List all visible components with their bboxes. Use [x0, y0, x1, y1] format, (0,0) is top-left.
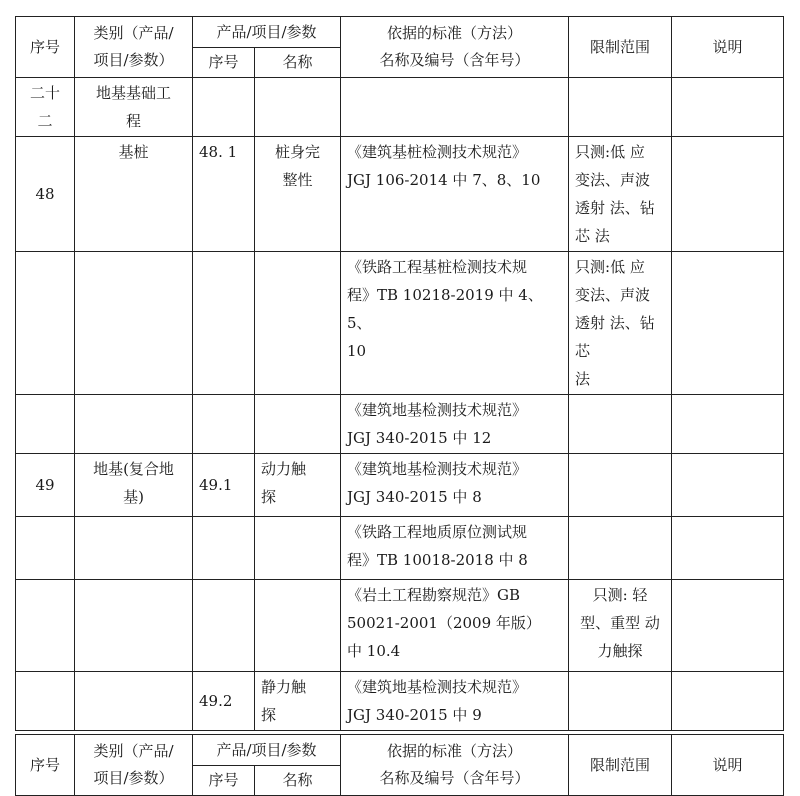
empty-cell: [255, 517, 341, 580]
empty-cell: [193, 252, 255, 395]
empty-cell: [193, 517, 255, 580]
table-row: [16, 252, 784, 395]
row-standard: 《建筑地基检测技术规范》 JGJ 340-2015 中 9: [341, 672, 569, 731]
row-seq: 49: [16, 454, 75, 517]
empty-cell: [569, 454, 672, 517]
header-note: 说明: [672, 17, 784, 78]
empty-cell: [255, 78, 341, 137]
row-seq: 48: [16, 137, 75, 252]
row-sub-seq: 49.1: [193, 454, 255, 517]
row-note: [672, 395, 784, 454]
table-row: [16, 395, 784, 454]
empty-cell: [75, 580, 193, 672]
row-sub-seq: 48. 1: [193, 137, 255, 252]
empty-cell: [75, 672, 193, 731]
empty-cell: [672, 78, 784, 137]
row-note: [672, 517, 784, 580]
header-limit: 限制范围: [569, 17, 672, 78]
table-row: [16, 580, 784, 672]
row-category: 基桩: [75, 137, 193, 252]
row-limit: 只测: 轻 型、重型 动 力触探: [569, 580, 672, 672]
header-category: 类别（产品/ 项目/参数）: [75, 735, 193, 796]
empty-cell: [16, 580, 75, 672]
empty-cell: [193, 78, 255, 137]
empty-cell: [75, 252, 193, 395]
header-sub-seq: 序号: [193, 766, 255, 796]
row-standard: 《建筑地基检测技术规范》 JGJ 340-2015 中 12: [341, 395, 569, 454]
row-limit: 只测:低 应 变法、声波 透射 法、钻 芯 法: [569, 252, 672, 395]
row-limit: 只测:低 应 变法、声波 透射 法、钻 芯 法: [569, 137, 672, 252]
header-category: 类别（产品/ 项目/参数）: [75, 17, 193, 78]
table-row: [16, 137, 784, 252]
row-name: 动力触 探: [255, 454, 341, 517]
row-standard: 《建筑基桩检测技术规范》 JGJ 106-2014 中 7、8、10: [341, 137, 569, 252]
empty-cell: [193, 580, 255, 672]
table-row: [16, 454, 784, 517]
empty-cell: [255, 395, 341, 454]
standards-table-continued-header: [15, 734, 784, 796]
empty-cell: [75, 395, 193, 454]
empty-cell: [16, 252, 75, 395]
header-note: 说明: [672, 735, 784, 796]
row-name: 静力触 探: [255, 672, 341, 731]
empty-cell: [341, 78, 569, 137]
standards-table: [15, 16, 784, 731]
header-seq: 序号: [16, 17, 75, 78]
header-limit: 限制范围: [569, 735, 672, 796]
row-note: [672, 580, 784, 672]
table-row: [16, 517, 784, 580]
empty-cell: [569, 517, 672, 580]
header-name: 名称: [255, 766, 341, 796]
row-standard: 《铁路工程地质原位测试规 程》TB 10018-2018 中 8: [341, 517, 569, 580]
table-row: [16, 672, 784, 731]
header-seq: 序号: [16, 735, 75, 796]
row-note: [672, 137, 784, 252]
empty-cell: [569, 78, 672, 137]
header-product-group: 产品/项目/参数: [193, 17, 341, 48]
empty-cell: [569, 395, 672, 454]
header-standard: 依据的标准（方法） 名称及编号（含年号）: [341, 17, 569, 78]
row-name: 桩身完 整性: [255, 137, 341, 252]
empty-cell: [16, 395, 75, 454]
empty-cell: [16, 672, 75, 731]
empty-cell: [16, 517, 75, 580]
row-standard: 《建筑地基检测技术规范》 JGJ 340-2015 中 8: [341, 454, 569, 517]
row-category: 地基(复合地 基): [75, 454, 193, 517]
header-standard: 依据的标准（方法） 名称及编号（含年号）: [341, 735, 569, 796]
empty-cell: [569, 672, 672, 731]
row-note: [672, 672, 784, 731]
empty-cell: [255, 252, 341, 395]
row-standard: 《铁路工程基桩检测技术规 程》TB 10218-2019 中 4、5、 10: [341, 252, 569, 395]
header-product-group: 产品/项目/参数: [193, 735, 341, 766]
empty-cell: [75, 517, 193, 580]
row-note: [672, 252, 784, 395]
header-sub-seq: 序号: [193, 48, 255, 78]
header-name: 名称: [255, 48, 341, 78]
row-note: [672, 454, 784, 517]
row-sub-seq: 49.2: [193, 672, 255, 731]
empty-cell: [255, 580, 341, 672]
section-category: 地基基础工 程: [75, 78, 193, 137]
section-seq: 二十 二: [16, 78, 75, 137]
empty-cell: [193, 395, 255, 454]
row-standard: 《岩土工程勘察规范》GB 50021-2001（2009 年版） 中 10.4: [341, 580, 569, 672]
